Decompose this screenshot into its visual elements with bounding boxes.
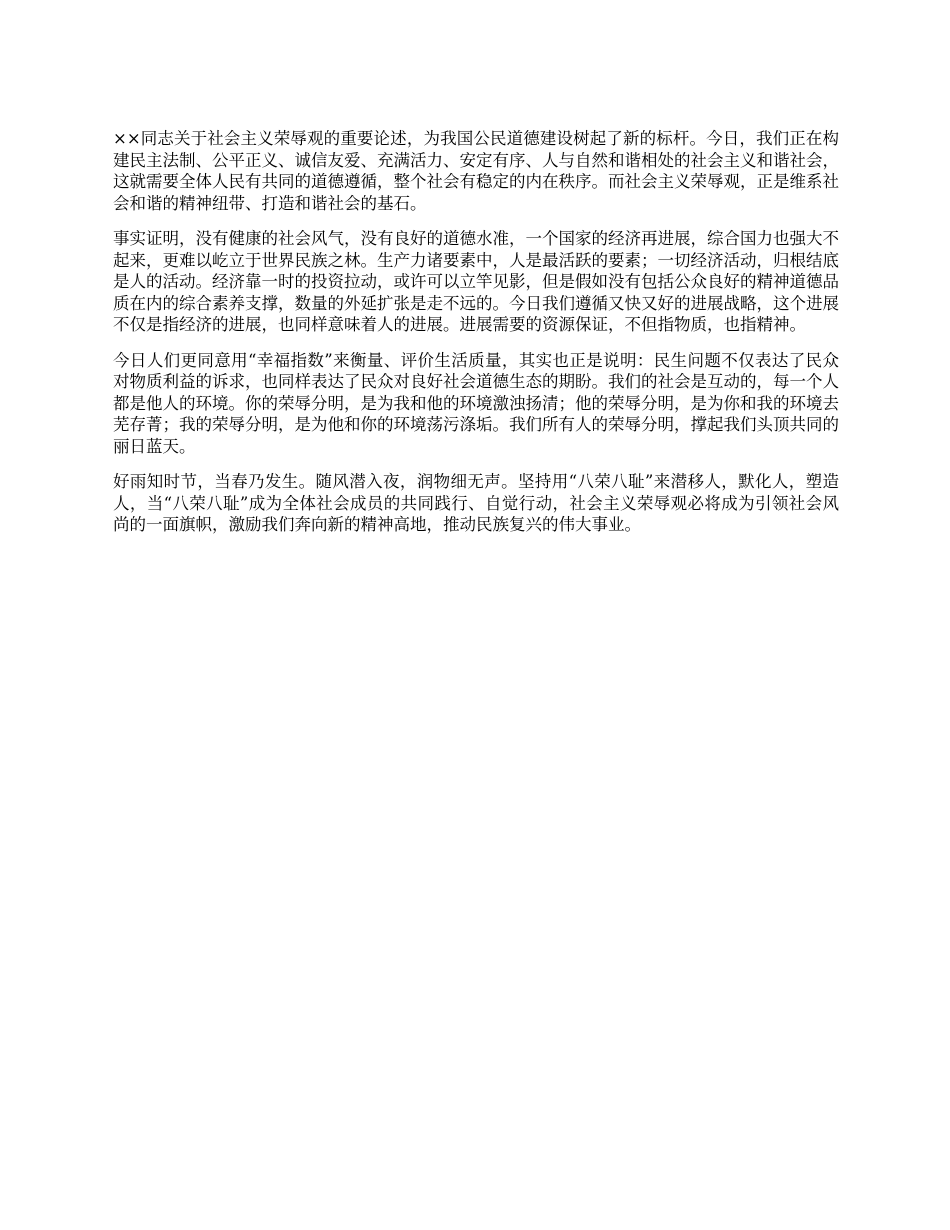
paragraph-3: 今日人们更同意用“幸福指数”来衡量、评价生活质量，其实也正是说明：民生问题不仅表达了民众对物质利益的诉求，也同样表达了民众对良好社会道德生态的期盼。我们的社会是互动的，每一个人都是他人的环境。你的荣辱分明，是为我和他的环境激浊扬清；他的荣辱分明，是为你和我的环境去芜存菁；我的荣辱分明，是为他和你的环境荡污涤垢。我们所有人的荣辱分明，撑起我们头顶共同的丽日蓝天。: [113, 350, 839, 456]
document-body: [113, 128, 839, 550]
paragraph-1: ××同志关于社会主义荣辱观的重要论述，为我国公民道德建设树起了新的标杆。今日，我们正在构建民主法制、公平正义、诚信友爱、充满活力、安定有序、人与自然和谐相处的社会主义和谐社会，这就需要全体人民有共同的道德遵循，整个社会有稳定的内在秩序。而社会主义荣辱观，正是维系社会和谐的精神纽带、打造和谐社会的基石。: [113, 129, 839, 213]
paragraph-2: 事实证明，没有健康的社会风气，没有良好的道德水准，一个国家的经济再进展，综合国力也强大不起来，更难以屹立于世界民族之林。生产力诸要素中，人是最活跃的要素；一切经济活动，归根结底是人的活动。经济靠一时的投资拉动，或许可以立竿见影，但是假如没有包括公众良好的精神道德品质在内的综合素养支撑，数量的外延扩张是走不远的。今日我们遵循又快又好的进展战略，这个进展不仅是指经济的进展，也同样意味着人的进展。进展需要的资源保证，不但指物质，也指精神。: [113, 229, 839, 334]
paragraph-4: 好雨知时节，当春乃发生。随风潜入夜，润物细无声。坚持用“八荣八耻”来潜移人，默化人，塑造人，当“八荣八耻”成为全体社会成员的共同践行、自觉行动，社会主义荣辱观必将成为引领社会风尚的一面旗帜，激励我们奔向新的精神高地，推动民族复兴的伟大事业。: [113, 472, 839, 534]
